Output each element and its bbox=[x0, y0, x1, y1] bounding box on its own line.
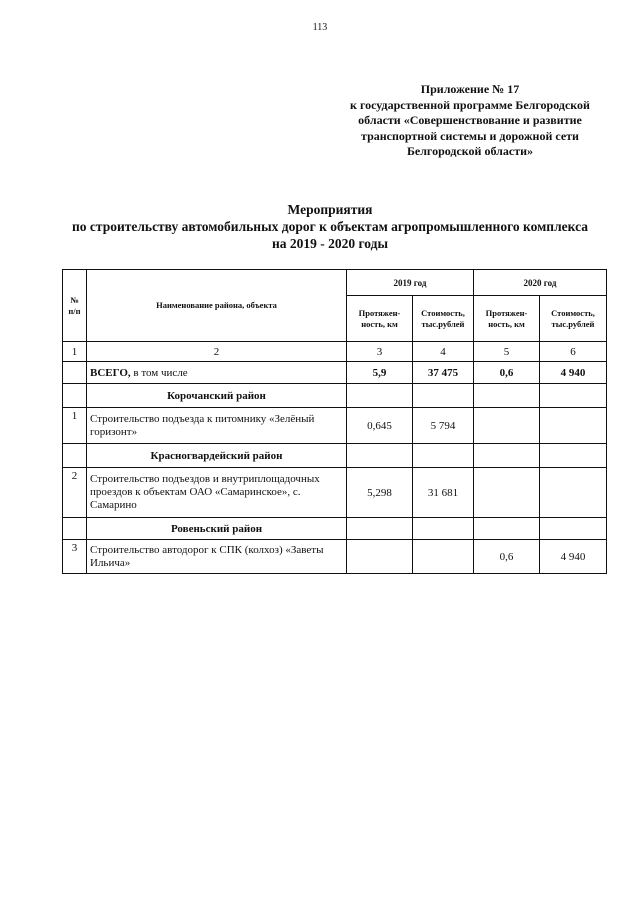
empty-cell bbox=[413, 444, 474, 468]
row-length-2020: 0,6 bbox=[474, 540, 540, 574]
district-name: Корочанский район bbox=[87, 384, 347, 408]
appendix-line: Приложение № 17 bbox=[420, 82, 520, 96]
total-label: ВСЕГО, bbox=[90, 366, 131, 379]
row-length-2019 bbox=[347, 540, 413, 574]
district-name: Ровеньский район bbox=[87, 518, 347, 540]
row-cost-2019: 31 681 bbox=[413, 468, 474, 518]
district-row bbox=[63, 518, 607, 540]
total-length-2020: 0,6 bbox=[474, 362, 540, 384]
header-cost-2019: Стоимость, тыс.рублей bbox=[413, 296, 474, 342]
document-title bbox=[40, 201, 620, 252]
page-number: 113 bbox=[312, 22, 328, 33]
row-num: 1 bbox=[63, 408, 87, 444]
title-line: на 2019 - 2020 годы bbox=[271, 236, 389, 251]
column-number: 5 bbox=[474, 342, 540, 362]
header-row bbox=[63, 270, 607, 296]
column-number: 4 bbox=[413, 342, 474, 362]
header-length-2019: Протяжен-ность, км bbox=[347, 296, 413, 342]
empty-cell bbox=[474, 518, 540, 540]
appendix-line: Белгородской области» bbox=[406, 144, 534, 158]
district-num-cell bbox=[63, 518, 87, 540]
header-length-2020: Протяжен-ность, км bbox=[474, 296, 540, 342]
appendix-line: транспортной системы и дорожной сети bbox=[361, 128, 579, 143]
appendix-note bbox=[330, 82, 610, 160]
header-num: № п/п bbox=[63, 270, 87, 342]
district-row bbox=[63, 384, 607, 408]
table-row bbox=[63, 408, 607, 444]
empty-cell bbox=[540, 444, 607, 468]
district-name: Красногвардейский район bbox=[87, 444, 347, 468]
row-cost-2019: 5 794 bbox=[413, 408, 474, 444]
row-name: Строительство подъездов и внутриплощадочных проездов к объектам ОАО «Самаринское», с. Самарино bbox=[87, 468, 347, 518]
empty-cell bbox=[413, 518, 474, 540]
row-length-2020 bbox=[474, 468, 540, 518]
header-year-2020: 2020 год bbox=[474, 270, 607, 296]
empty-cell bbox=[474, 444, 540, 468]
district-num-cell bbox=[63, 384, 87, 408]
total-row bbox=[63, 362, 607, 384]
total-label-cell bbox=[87, 362, 347, 384]
empty-cell bbox=[540, 384, 607, 408]
row-length-2020 bbox=[474, 408, 540, 444]
header-cost-2020: Стоимость, тыс.рублей bbox=[540, 296, 607, 342]
column-number: 1 bbox=[63, 342, 87, 362]
column-number: 6 bbox=[540, 342, 607, 362]
empty-cell bbox=[347, 384, 413, 408]
header-name: Наименование района, объекта bbox=[87, 270, 347, 342]
column-number: 2 bbox=[87, 342, 347, 362]
row-num: 3 bbox=[63, 540, 87, 574]
total-label-suffix: в том числе bbox=[130, 366, 188, 379]
total-cost-2019: 37 475 bbox=[413, 362, 474, 384]
roads-table bbox=[62, 269, 607, 574]
row-num: 2 bbox=[63, 468, 87, 518]
row-length-2019: 5,298 bbox=[347, 468, 413, 518]
title-line: Мероприятия bbox=[287, 202, 373, 217]
row-name: Строительство автодорог к СПК (колхоз) «Заветы Ильича» bbox=[87, 540, 347, 574]
district-row bbox=[63, 444, 607, 468]
empty-cell bbox=[474, 384, 540, 408]
appendix-line: к государственной программе Белгородской bbox=[350, 97, 590, 112]
empty-cell bbox=[540, 518, 607, 540]
row-cost-2020 bbox=[540, 408, 607, 444]
row-length-2019: 0,645 bbox=[347, 408, 413, 444]
district-num-cell bbox=[63, 444, 87, 468]
empty-cell bbox=[347, 444, 413, 468]
column-number-row bbox=[63, 342, 607, 362]
row-cost-2020: 4 940 bbox=[540, 540, 607, 574]
total-num-cell bbox=[63, 362, 87, 384]
empty-cell bbox=[347, 518, 413, 540]
total-cost-2020: 4 940 bbox=[540, 362, 607, 384]
header-year-2019: 2019 год bbox=[347, 270, 474, 296]
appendix-line: области «Совершенствование и развитие bbox=[358, 113, 582, 127]
title-line: по строительству автомобильных дорог к объектам агропромышленного комплекса bbox=[72, 219, 588, 234]
table-row bbox=[63, 540, 607, 574]
total-length-2019: 5,9 bbox=[347, 362, 413, 384]
row-cost-2019 bbox=[413, 540, 474, 574]
table-row bbox=[63, 468, 607, 518]
row-cost-2020 bbox=[540, 468, 607, 518]
column-number: 3 bbox=[347, 342, 413, 362]
row-name: Строительство подъезда к питомнику «Зелёный горизонт» bbox=[87, 408, 347, 444]
empty-cell bbox=[413, 384, 474, 408]
